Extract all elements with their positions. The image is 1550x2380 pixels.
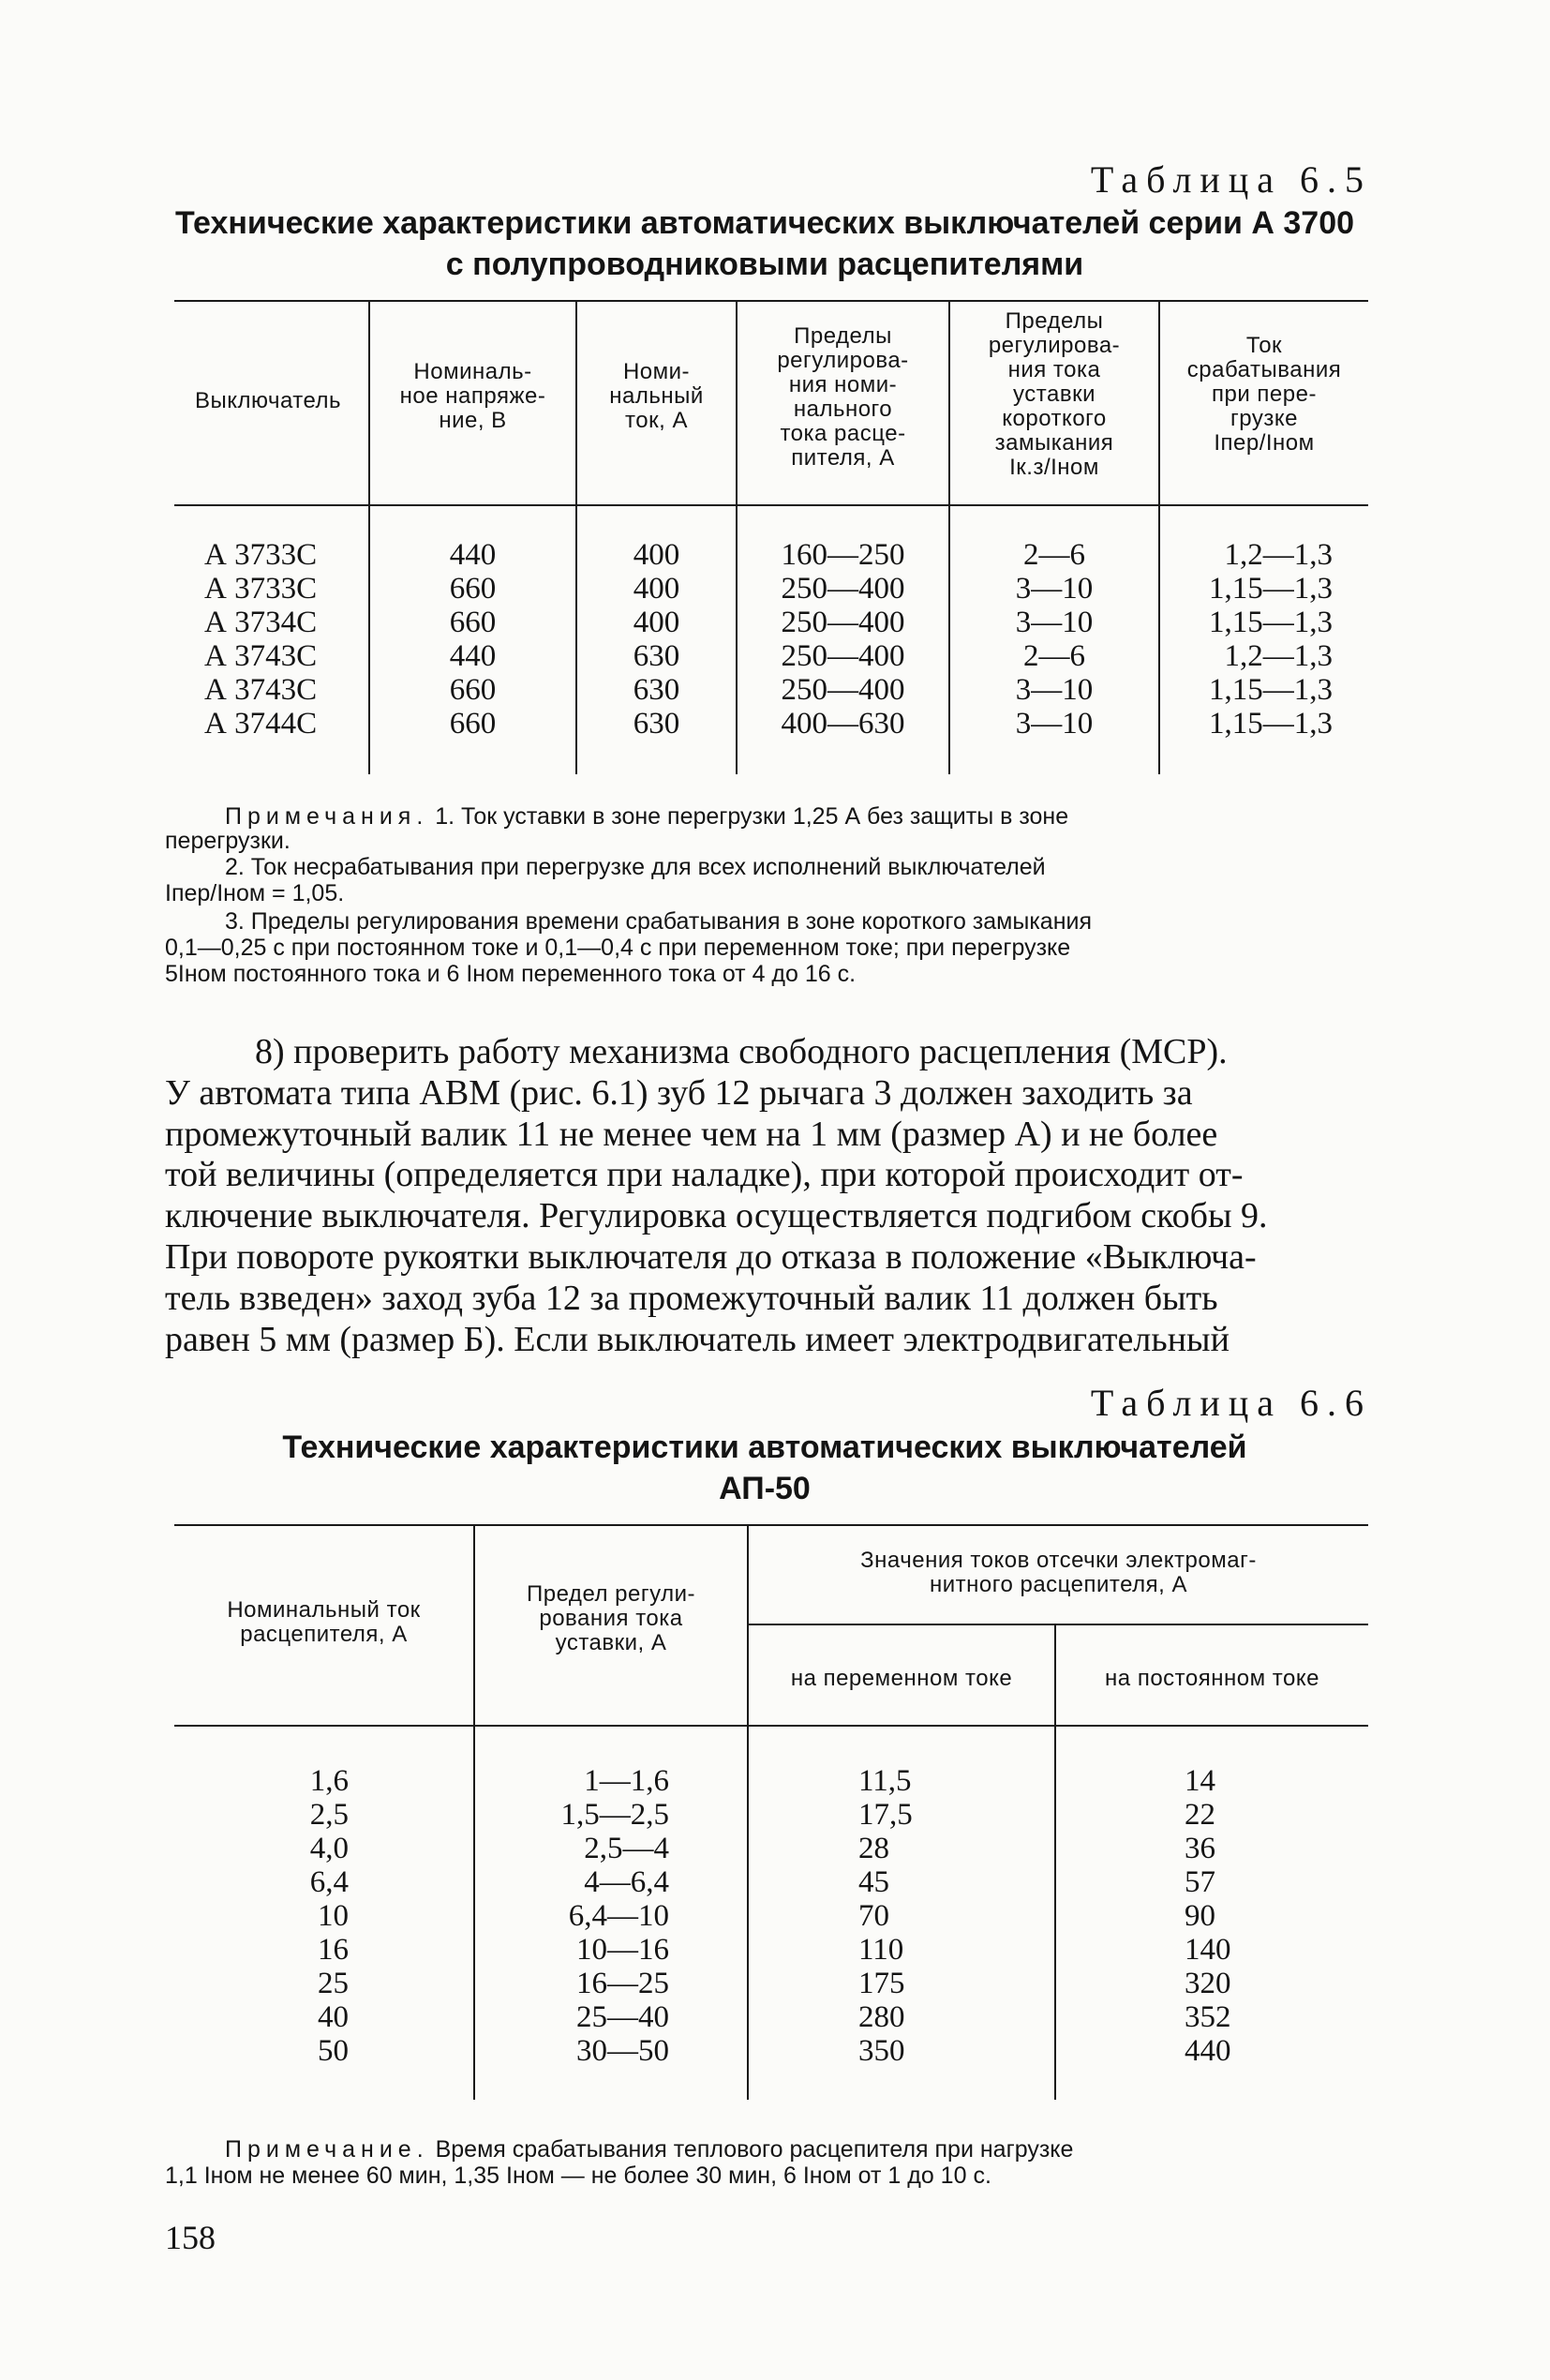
table-title: [165, 202, 1364, 285]
notes-heading: Примечания.: [225, 803, 429, 830]
column-nominal: 1,6 2,5 4,0 6,4 10 16 25 40 50: [309, 1764, 349, 2068]
paragraph-line: равен 5 мм (размер Б). Если выключатель имеет электродвигательный: [165, 1319, 1230, 1359]
table-top-rule: [174, 300, 1368, 302]
paragraph-line: тель взведен» заход зуба 12 за промежуточный валик 11 должен быть: [165, 1278, 1218, 1318]
column-header-range-nominal: Пределы регулирова- ния номи- нального тока расце- пителя, А: [777, 323, 909, 471]
table-header-rule: [174, 504, 1368, 506]
column-overload: 1,2—1,3 1,15—1,3 1,15—1,3 1,2—1,3 1,15—1,3 1,15—1,3: [1209, 538, 1333, 741]
column-range: 1—1,6 1,5—2,5 2,5—4 4—6,4 6,4—10 10—16 16—25 25—40 30—50: [560, 1764, 669, 2068]
note-2: 2. Ток несрабатывания при перегрузке для всех исполнений выключателей: [225, 854, 1046, 880]
page-number: 158: [165, 2219, 216, 2256]
paragraph-line: 8) проверить работу механизма свободного расцепления (МСР).: [255, 1032, 1228, 1071]
body-paragraph: [165, 1032, 1357, 1360]
table-title: [165, 1427, 1364, 1509]
column-switch: А 3733С А 3733С А 3734С А 3743С А 3743С А 3744С: [204, 538, 318, 741]
note-1-continued: перегрузки.: [165, 828, 291, 854]
column-header-current: Номи- нальный ток, А: [609, 359, 704, 433]
note-line-2: 1,1 Iном не менее 60 мин, 1,35 Iном — не более 30 мин, 6 Iном от 1 до 10 с.: [165, 2163, 991, 2189]
column-header-voltage: Номиналь- ное напряже- ние, В: [399, 359, 546, 433]
note-3: 3. Пределы регулирования времени срабатывания в зоне короткого замыкания: [225, 908, 1093, 935]
paragraph-line: У автомата типа АВМ (рис. 6.1) зуб 12 рычага 3 должен заходить за: [165, 1072, 1193, 1113]
note-2-formula: Iпер/Iном = 1,05.: [165, 880, 345, 906]
note-heading: Примечание.: [225, 2136, 429, 2163]
column-dc: 14 22 36 57 90 140 320 352 440: [1185, 1764, 1231, 2068]
table-subheader-rule: [749, 1624, 1368, 1625]
table-title-line-1: Технические характеристики автоматических выключателей: [282, 1429, 1247, 1465]
note-3-line-2: 0,1—0,25 с при постоянном токе и 0,1—0,4 с при переменном токе; при перегрузке: [165, 935, 1071, 961]
column-header-ac: на переменном токе: [790, 1666, 1013, 1691]
table-title-line-1: Технические характеристики автоматических выключателей серии А 3700: [174, 205, 1355, 241]
column-voltage: 440 660 660 440 660 660: [449, 538, 497, 741]
paragraph-line: При повороте рукоятки выключателя до отказа в положение «Выключа-: [165, 1236, 1257, 1277]
note-3-line-3: 5Iном постоянного тока и 6 Iном переменного тока от 4 до 16 с.: [165, 961, 857, 987]
column-header-cutoff: Значения токов отсечки электромаг- нитного расцепителя, А: [860, 1548, 1257, 1597]
paragraph-line: промежуточный валик 11 не менее чем на 1 мм (размер А) и не более: [165, 1114, 1218, 1154]
column-divider: [1054, 1625, 1056, 2100]
table-title-line-2: с полупроводниковыми расцепителями: [445, 247, 1084, 282]
column-header-range: Предел регули- рования тока уставки, А: [527, 1581, 695, 1655]
column-header-overload: Ток срабатывания при пере- грузке Iпер/Iном: [1186, 333, 1342, 456]
column-header-dc: на постоянном токе: [1105, 1666, 1319, 1691]
paragraph-line: ключение выключателя. Регулировка осуществляется подгибом скобы 9.: [165, 1196, 1268, 1236]
table-top-rule: [174, 1524, 1368, 1526]
table-header-rule: [174, 1725, 1368, 1727]
table-label: Таблица 6.6: [1090, 1382, 1372, 1424]
column-range-short: 2—6 3—10 3—10 2—6 3—10 3—10: [1015, 538, 1094, 741]
column-header-range-short: Пределы регулирова- ния тока уставки короткого замыкания Iк.з/Iном: [988, 308, 1121, 480]
note-text: Время срабатывания теплового расцепителя при нагрузке: [428, 2136, 1074, 2163]
column-header-switch: Выключатель: [194, 388, 342, 413]
table-title-line-2: АП-50: [719, 1471, 811, 1506]
table-label: Таблица 6.5: [1090, 158, 1372, 201]
column-range-nominal: 160—250 250—400 250—400 250—400 250—400 400—630: [781, 538, 905, 741]
column-divider: [747, 1526, 749, 2100]
note-1: 1. Ток уставки в зоне перегрузки 1,25 А без защиты в зоне: [428, 803, 1069, 830]
column-current: 400 400 400 630 630 630: [633, 538, 680, 741]
paragraph-line: той величины (определяется при наладке), при которой происходит от-: [165, 1155, 1244, 1195]
column-header-nominal: Номинальный ток расцепителя, А: [227, 1597, 421, 1647]
column-ac: 11,5 17,5 28 45 70 110 175 280 350: [858, 1764, 913, 2068]
